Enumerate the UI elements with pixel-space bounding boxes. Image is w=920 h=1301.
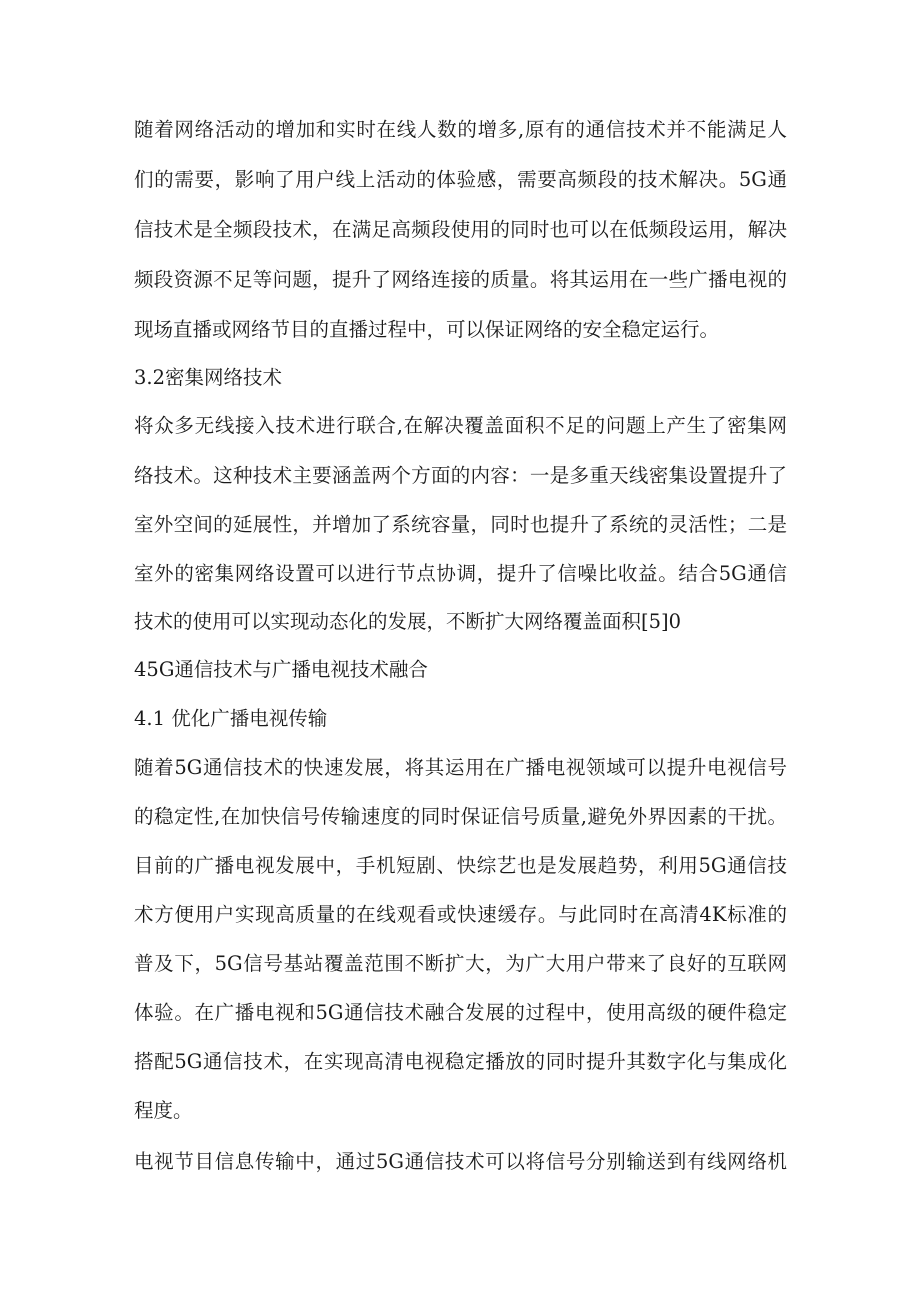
paragraph-line: 将众多无线接入技术进行联合,在解决覆盖面积不足的问题上产生了密集网: [134, 414, 787, 437]
paragraph-line: 电视节目信息传输中，通过5G通信技术可以将信号分别输送到有线网络机: [134, 1150, 787, 1173]
paragraph-line: 技术的使用可以实现动态化的发展，不断扩大网络覆盖面积[5]0: [134, 610, 682, 633]
paragraph-line: 体验。在广播电视和5G通信技术融合发展的过程中，使用高级的硬件稳定: [134, 1001, 787, 1024]
paragraph-line: 室外空间的延展性，并增加了系统容量，同时也提升了系统的灵活性；二是: [134, 513, 787, 536]
paragraph-line: 的稳定性,在加快信号传输速度的同时保证信号质量,避免外界因素的干扰。: [134, 805, 787, 828]
paragraph-line: 术方便用户实现高质量的在线观看或快速缓存。与此同时在高清4K标准的: [134, 903, 787, 926]
paragraph-line: 目前的广播电视发展中，手机短剧、快综艺也是发展趋势，利用5G通信技: [134, 854, 787, 877]
chapter-heading: 45G通信技术与广播电视技术融合: [134, 658, 428, 681]
paragraph-line: 普及下，5G信号基站覆盖范围不断扩大，为广大用户带来了良好的互联网: [134, 952, 787, 975]
section-heading: 3.2密集网络技术: [134, 366, 283, 389]
section-heading: 4.1 优化广播电视传输: [134, 707, 328, 730]
paragraph-line: 搭配5G通信技术，在实现高清电视稳定播放的同时提升其数字化与集成化: [134, 1050, 787, 1073]
paragraph-line: 们的需要，影响了用户线上活动的体验感，需要高频段的技术解决。5G通: [134, 168, 787, 191]
paragraph-line: 信技术是全频段技术，在满足高频段使用的同时也可以在低频段运用，解决: [134, 218, 787, 241]
paragraph-line: 络技术。这种技术主要涵盖两个方面的内容：一是多重天线密集设置提升了: [134, 464, 787, 487]
paragraph-line: 室外的密集网络设置可以进行节点协调，提升了信噪比收益。结合5G通信: [134, 562, 787, 585]
paragraph-line: 现场直播或网络节目的直播过程中，可以保证网络的安全稳定运行。: [134, 318, 720, 341]
paragraph-line: 随着5G通信技术的快速发展，将其运用在广播电视领域可以提升电视信号: [134, 756, 787, 779]
paragraph-line: 频段资源不足等问题，提升了网络连接的质量。将其运用在一些广播电视的: [134, 268, 787, 291]
paragraph-line: 程度。: [134, 1099, 193, 1122]
paragraph-line: 随着网络活动的增加和实时在线人数的增多,原有的通信技术并不能满足人: [134, 118, 787, 141]
